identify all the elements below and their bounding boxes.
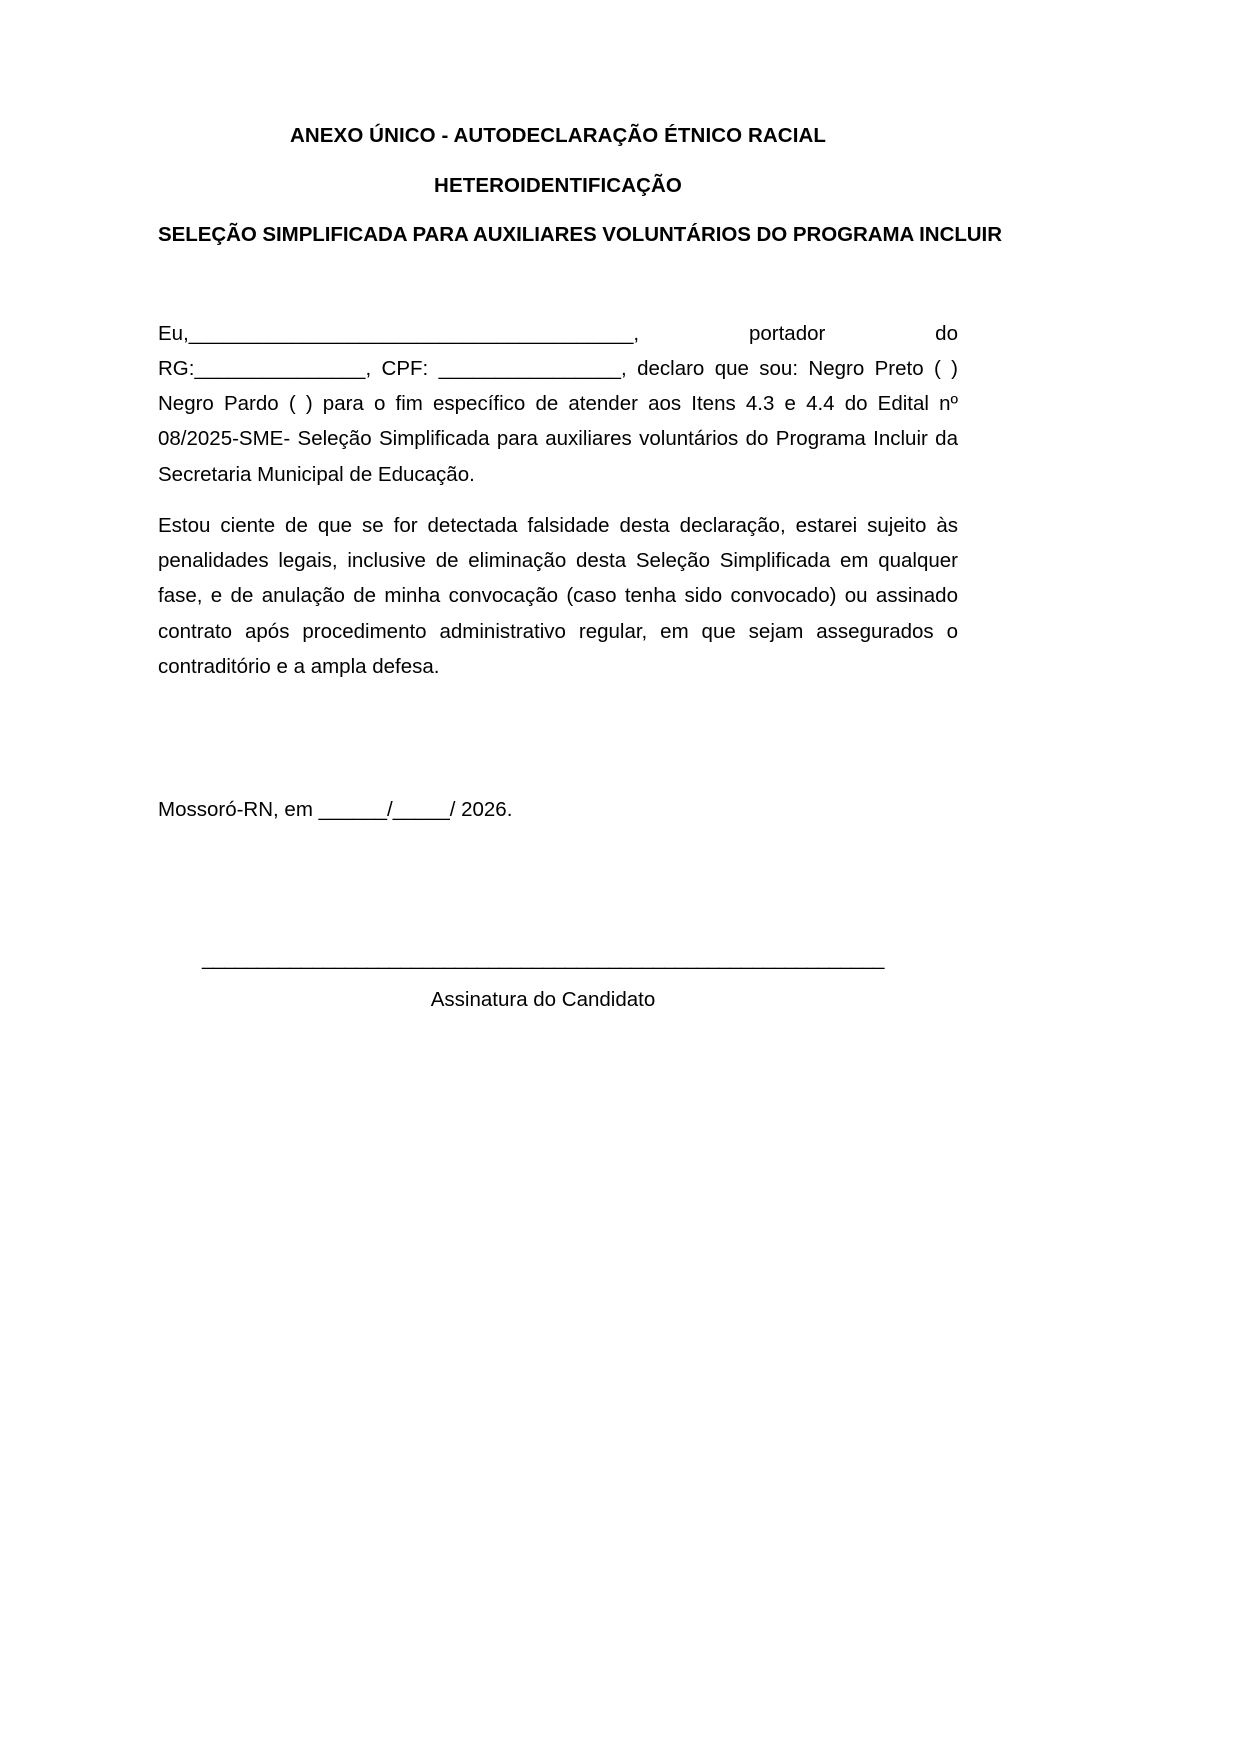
document-body	[158, 0, 1002, 1017]
date-line: Mossoró-RN, em ______/_____/ 2026.	[158, 798, 513, 821]
declaration-body	[158, 316, 958, 685]
signature-block	[158, 947, 928, 1016]
page-subtitle: HETEROIDENTIFICAÇÃO	[434, 173, 682, 197]
declaration-paragraph-1: Eu,_______________________________________, portador do RG:_______________, CPF: ________________, declaro que sou: Negro Preto ( ) Negro Pardo ( ) para o fim específico de atender aos Itens 4.3 e 4.4 do Edital nº 08/2025-SME- Seleção Simplificada para auxiliares voluntários do Programa Incluir da Secretaria Municipal de Educação.	[158, 321, 958, 486]
signature-caption: Assinatura do Candidato	[430, 987, 656, 1011]
page-title: ANEXO ÚNICO - AUTODECLARAÇÃO ÉTNICO RACIAL	[289, 124, 827, 147]
title-block	[158, 124, 1002, 246]
signature-line: ______________________________________________________________	[201, 947, 885, 971]
page-subtitle-secondary: SELEÇÃO SIMPLIFICADA PARA AUXILIARES VOLUNTÁRIOS DO PROGRAMA INCLUIR	[158, 223, 1002, 246]
declaration-paragraph-2: Estou ciente de que se for detectada falsidade desta declaração, estarei sujeito às penalidades legais, inclusive de eliminação desta Seleção Simplificada em qualquer fase, e de anulação de minha convocação (caso tenha sido convocado) ou assinado contrato após procedimento administrativo regular, em que sejam assegurados o contraditório e a ampla defesa.	[158, 513, 958, 678]
